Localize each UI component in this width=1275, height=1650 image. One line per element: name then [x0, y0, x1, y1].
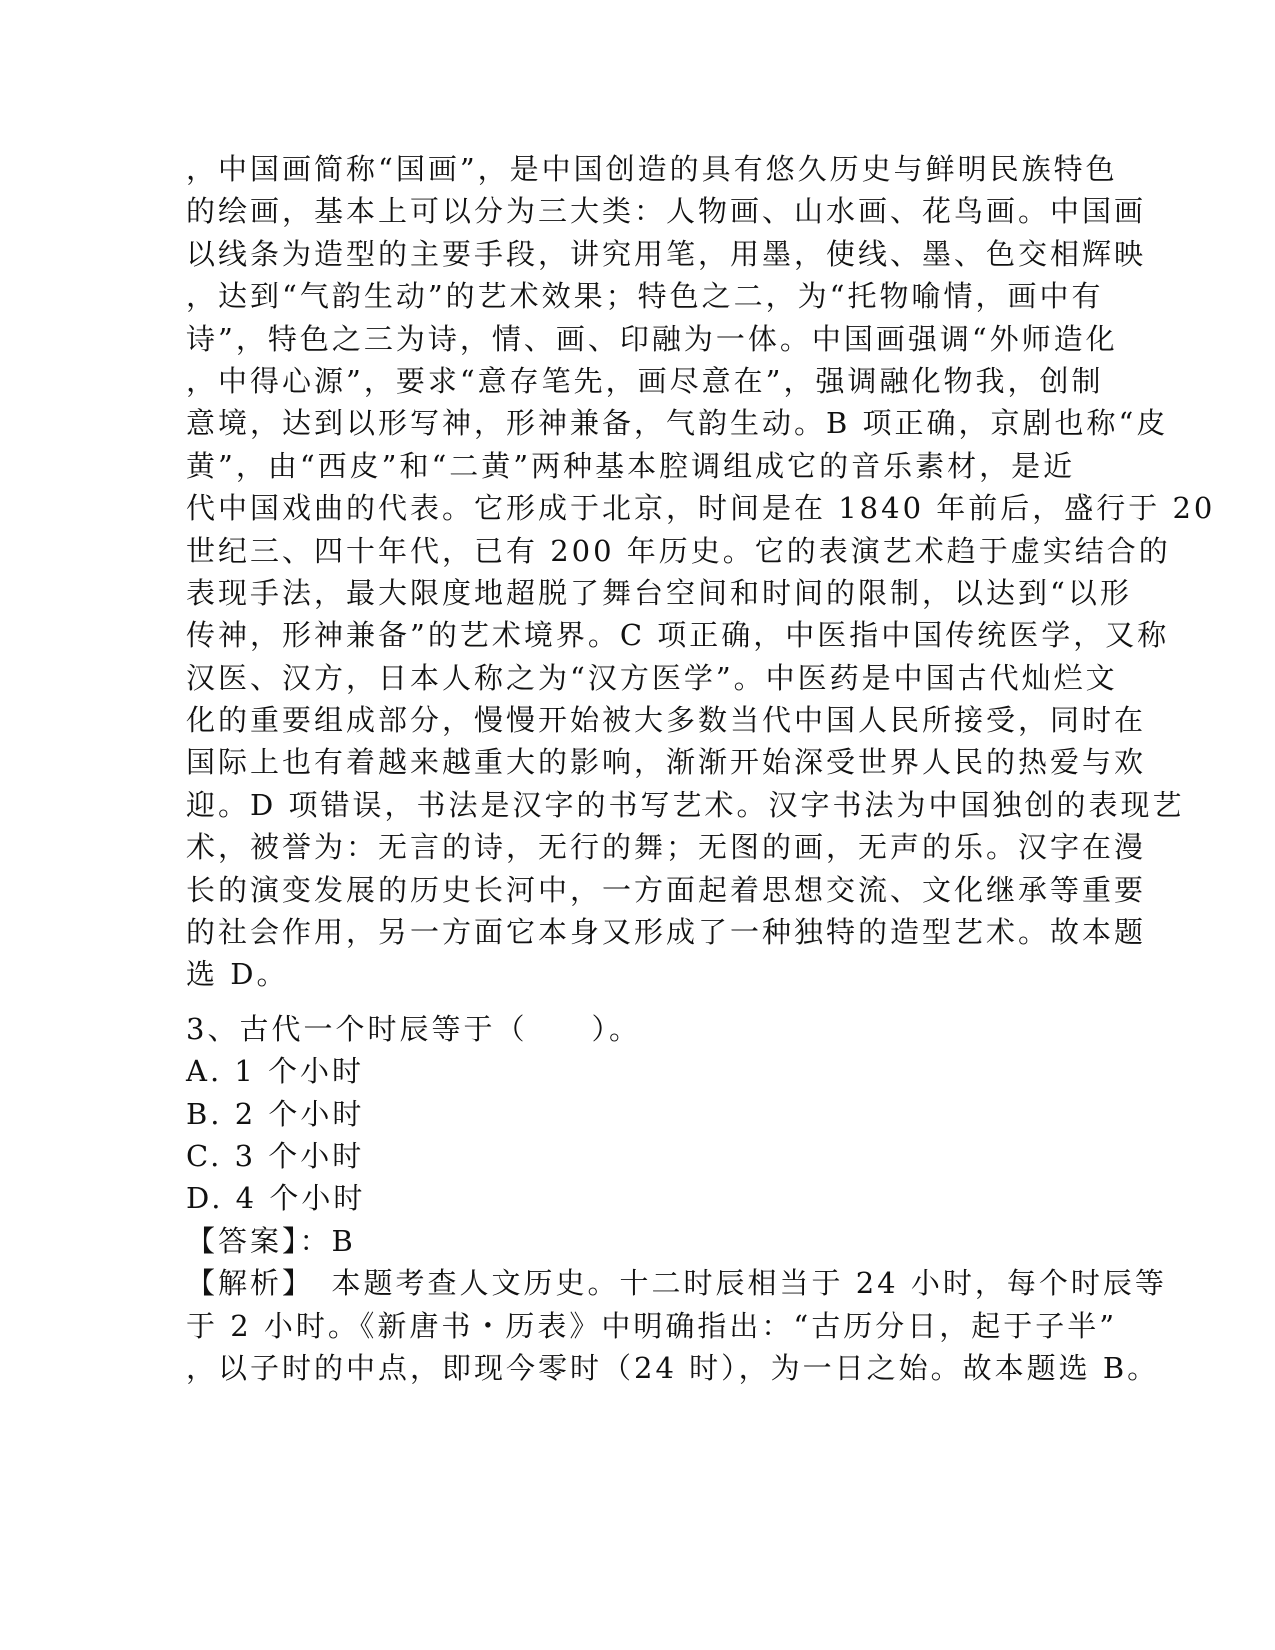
analysis-line: 【解析】 本题考查人文历史。十二时辰相当于 24 小时，每个时辰等 — [186, 1266, 1167, 1301]
option-c: C. 3 个小时 — [186, 1138, 365, 1173]
option-a: A. 1 个小时 — [186, 1054, 365, 1089]
document-page — [186, 148, 1216, 1389]
text-line: ，中得心源”，要求“意存笔先，画尽意在”，强调融化物我，创制 — [186, 363, 1104, 398]
option-b: B. 2 个小时 — [186, 1096, 365, 1131]
text-line: 的社会作用，另一方面它本身又形成了一种独特的造型艺术。故本题 — [186, 915, 1147, 950]
text-line: ，达到“气韵生动”的艺术效果；特色之二，为“托物喻情，画中有 — [186, 279, 1104, 314]
text-line: 传神，形神兼备”的艺术境界。C 项正确，中医指中国传统医学，又称 — [186, 618, 1170, 653]
text-line: 世纪三、四十年代，已有 200 年历史。它的表演艺术趋于虚实结合的 — [186, 533, 1171, 568]
text-line: 选 D。 — [186, 957, 289, 992]
explanation-block — [186, 148, 1216, 996]
text-line: ，中国画简称“国画”，是中国创造的具有悠久历史与鲜明民族特色 — [186, 152, 1118, 186]
answer-line: 【答案】：B — [186, 1223, 356, 1258]
text-line: 诗”，特色之三为诗，情、画、印融为一体。中国画强调“外师造化 — [186, 321, 1118, 356]
text-line: 国际上也有着越来越重大的影响，渐渐开始深受世界人民的热爱与欢 — [186, 745, 1147, 780]
text-line: 表现手法，最大限度地超脱了舞台空间和时间的限制，以达到“以形 — [186, 575, 1132, 610]
text-line: 以线条为造型的主要手段，讲究用笔，用墨，使线、墨、色交相辉映 — [186, 236, 1147, 271]
text-line: 汉医、汉方，日本人称之为“汉方医学”。中医药是中国古代灿烂文 — [186, 660, 1118, 695]
analysis-line: 于 2 小时。《新唐书・历表》中明确指出：“古历分日，起于子半” — [186, 1308, 1118, 1343]
question-3 — [186, 1008, 1167, 1390]
text-line: 迎。D 项错误，书法是汉字的书写艺术。汉字书法为中国独创的表现艺 — [186, 787, 1185, 822]
analysis-line: ，以子时的中点，即现今零时（24 时），为一日之始。故本题选 B。 — [186, 1350, 1160, 1385]
text-line: 黄”，由“西皮”和“二黄”两种基本腔调组成它的音乐素材，是近 — [186, 448, 1076, 483]
text-line: 长的演变发展的历史长河中，一方面起着思想交流、文化继承等重要 — [186, 872, 1147, 907]
text-line: 意境，达到以形写神，形神兼备，气韵生动。B 项正确，京剧也称“皮 — [186, 406, 1169, 441]
option-d: D. 4 个小时 — [186, 1181, 366, 1216]
text-line: 化的重要组成部分，慢慢开始被大多数当代中国人民所接受，同时在 — [186, 703, 1147, 738]
question-title: 3、古代一个时辰等于（ ）。 — [186, 1011, 641, 1046]
text-line: 术，被誉为：无言的诗，无行的舞；无图的画，无声的乐。汉字在漫 — [186, 830, 1147, 865]
spacer — [186, 996, 1086, 1008]
text-line: 代中国戏曲的代表。它形成于北京，时间是在 1840 年前后，盛行于 20 — [186, 491, 1216, 526]
text-line: 的绘画，基本上可以分为三大类：人物画、山水画、花鸟画。中国画 — [186, 194, 1147, 229]
